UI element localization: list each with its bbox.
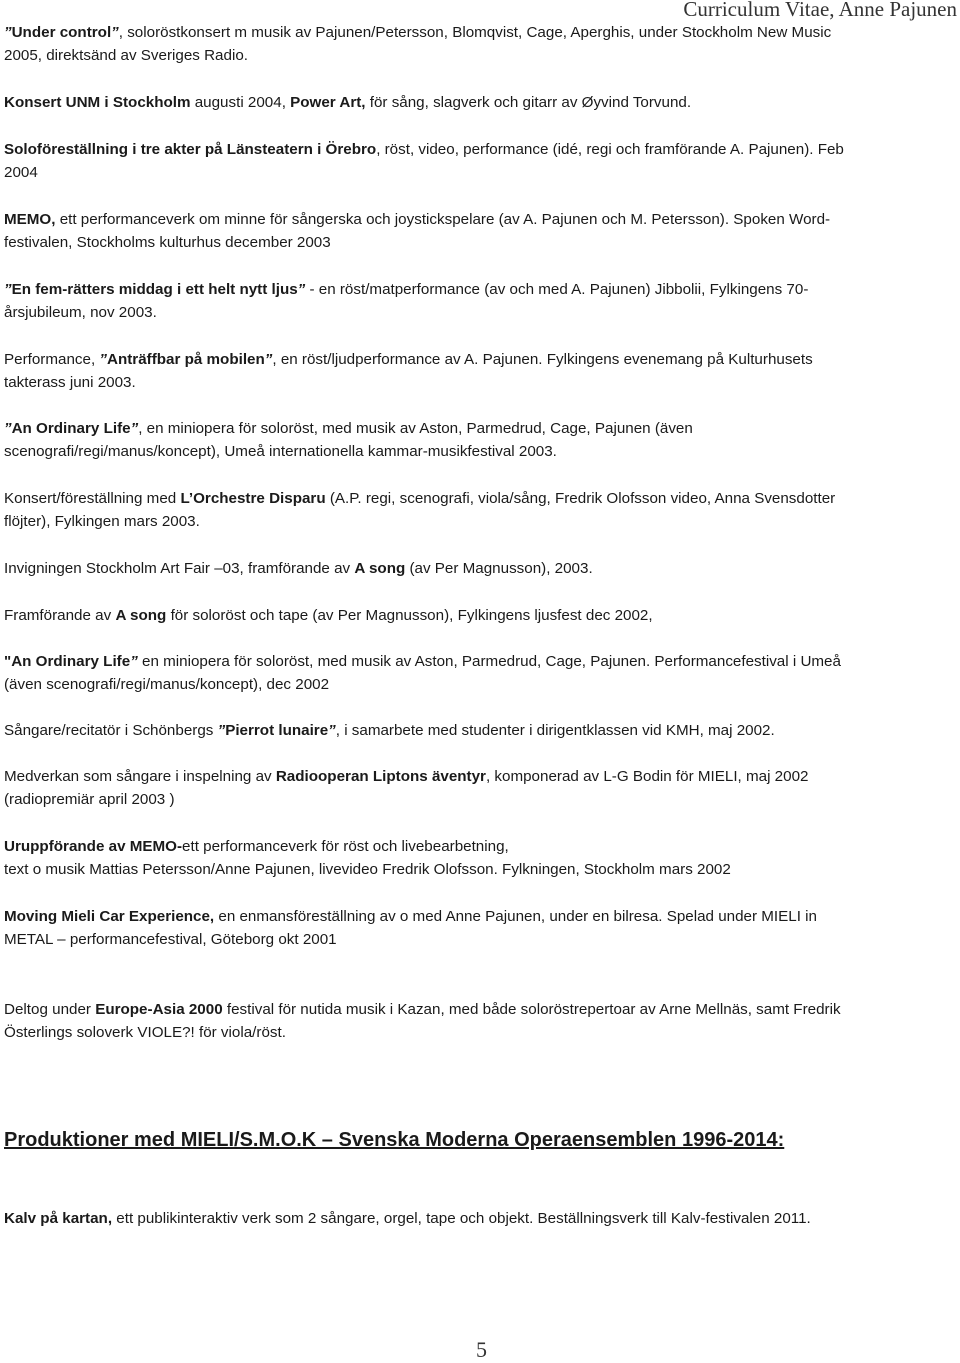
page-number: 5 — [476, 1337, 487, 1362]
entry-text: årsjubileum, nov 2003. — [4, 304, 157, 321]
work-title: "An Ordinary Life — [4, 653, 131, 670]
entry-text: en enmansföreställning av o med Anne Pajunen, under en bilresa. Spelad under MIELI in — [214, 908, 817, 925]
entry-line — [4, 858, 956, 881]
work-title: Radiooperan Liptons äventyr — [275, 768, 486, 785]
entry-line — [4, 301, 956, 324]
entry-text: en miniopera för soloröst, med musik av Aston, Parmedrud, Cage, Pajunen. Performancefestival i Umeå — [137, 653, 841, 670]
entry-line — [4, 208, 956, 231]
cv-entry — [4, 278, 956, 324]
entry-line — [4, 928, 956, 951]
work-title: Pierrot lunaire — [225, 722, 329, 739]
entry-text: (av Per Magnusson), 2003. — [405, 560, 593, 577]
entry-text: augusti 2004, — [190, 94, 291, 111]
entry-text: - en röst/matperformance (av och med A. Pajunen) Jibbolii, Fylkingens 70- — [305, 281, 809, 298]
cv-entry — [4, 604, 956, 627]
quote-mark: ” — [111, 24, 119, 41]
cv-entry — [4, 835, 956, 881]
quote-mark: ” — [328, 722, 336, 739]
entry-text: för sång, slagverk och gitarr av Øyvind Torvund. — [365, 94, 692, 111]
cv-entry — [4, 719, 956, 742]
quote-mark: ” — [130, 420, 139, 437]
entry-text: 2004 — [4, 164, 38, 181]
work-title: Europe-Asia 2000 — [95, 1001, 223, 1018]
entry-line — [4, 21, 956, 44]
work-title: En fem-rätters middag i ett helt nytt ljus — [11, 281, 298, 298]
entry-text: ett performanceverk för röst och livebearbetning, — [182, 838, 509, 855]
cv-entry — [4, 417, 956, 463]
entry-line — [4, 835, 956, 858]
entry-line — [4, 440, 956, 463]
work-title: Kalv på kartan, — [4, 1210, 113, 1227]
cv-entry — [4, 765, 956, 811]
entry-text: Invigningen Stockholm Art Fair –03, framförande av — [4, 560, 355, 577]
quote-mark: ” — [130, 653, 138, 670]
entry-text: flöjter), Fylkingen mars 2003. — [4, 513, 200, 530]
entry-line — [4, 1021, 956, 1044]
entry-line — [4, 161, 956, 184]
cv-entry — [4, 905, 956, 951]
work-title: Power Art, — [290, 94, 366, 111]
work-title: Moving Mieli Car Experience, — [4, 908, 215, 925]
entry-line — [4, 905, 956, 928]
cv-entry — [4, 1207, 956, 1230]
entry-text: , i samarbete med studenter i dirigentklassen vid KMH, maj 2002. — [335, 722, 775, 739]
entry-text: 2005, direktsänd av Sveriges Radio. — [4, 47, 248, 64]
work-title: MEMO, — [4, 211, 56, 228]
entry-text: festivalen, Stockholms kulturhus december 2003 — [4, 234, 331, 251]
work-title: Konsert UNM i Stockholm — [4, 94, 191, 111]
cv-entry — [4, 487, 956, 533]
quote-mark: ” — [4, 281, 12, 298]
entry-text: (även scenografi/regi/manus/koncept), dec 2002 — [4, 676, 330, 693]
work-title: Under control — [11, 24, 112, 41]
running-header: Curriculum Vitae, Anne Pajunen — [683, 0, 957, 21]
cv-entry — [4, 208, 956, 254]
entry-text: , komponerad av L-G Bodin för MIELI, maj 2002 — [485, 768, 809, 785]
entry-text: Österlings soloverk VIOLE?! för viola/röst. — [4, 1024, 286, 1041]
entry-text: för soloröst och tape (av Per Magnusson), Fylkingens ljusfest dec 2002, — [166, 607, 653, 624]
section-heading: Produktioner med MIELI/S.M.O.K – Svenska Moderna Operaensemblen 1996-2014: — [4, 1129, 785, 1151]
entry-line — [4, 417, 956, 440]
entry-text: (radiopremiär april 2003 ) — [4, 791, 175, 808]
entry-text: scenografi/regi/manus/koncept), Umeå internationella kammar-musikfestival 2003. — [4, 443, 557, 460]
work-title: Anträffbar på mobilen — [106, 351, 265, 368]
entry-text: Konsert/föreställning med — [4, 490, 181, 507]
work-title: An Ordinary Life — [11, 420, 131, 437]
quote-mark: ” — [217, 722, 226, 739]
entry-line — [4, 719, 956, 742]
entry-line — [4, 510, 956, 533]
work-title: Soloföreställning i tre akter på Länsteatern i Örebro — [4, 141, 377, 158]
entry-line — [4, 673, 956, 696]
work-title: Uruppförande av MEMO- — [4, 838, 183, 855]
entry-text: , röst, video, performance (idé, regi och framförande A. Pajunen). Feb — [376, 141, 844, 158]
quote-mark: ” — [4, 24, 12, 41]
cv-entry — [4, 650, 956, 696]
entry-line — [4, 44, 956, 67]
entry-text: Performance, — [4, 351, 100, 368]
entry-text: Framförande av — [4, 607, 116, 624]
entry-text: (A.P. regi, scenografi, viola/sång, Fredrik Olofsson video, Anna Svensdotter — [325, 490, 836, 507]
entry-line — [4, 557, 956, 580]
entry-line — [4, 348, 956, 371]
cv-entry — [4, 91, 956, 114]
entry-text: , en röst/ljudperformance av A. Pajunen. Fylkingens evenemang på Kulturhusets — [272, 351, 813, 368]
entry-text: ett performanceverk om minne för sångerska och joystickspelare (av A. Pajunen och M. Petersson). Spoken Word- — [55, 211, 831, 228]
entry-text: Sångare/recitatör i Schönbergs — [4, 722, 218, 739]
cv-entry — [4, 348, 956, 394]
work-title: L’Orchestre Disparu — [180, 490, 326, 507]
entry-text: , en miniopera för soloröst, med musik av Aston, Parmedrud, Cage, Pajunen (även — [138, 420, 693, 437]
quote-mark: ” — [99, 351, 107, 368]
work-title: A song — [354, 560, 406, 577]
entry-text: text o musik Mattias Petersson/Anne Pajunen, livevideo Fredrik Olofsson. Fylkningen, Stockholm mars 2002 — [4, 861, 731, 878]
work-title: A song — [115, 607, 167, 624]
cv-entry — [4, 138, 956, 184]
entry-line — [4, 91, 956, 114]
entry-line — [4, 604, 956, 627]
entry-text: , soloröstkonsert m musik av Pajunen/Petersson, Blomqvist, Cage, Aperghis, under Stockholm New Music — [118, 24, 832, 41]
entry-text: ett publikinteraktiv verk som 2 sångare, orgel, tape och objekt. Beställningsverk till Kalv-festivalen 2011. — [112, 1210, 811, 1227]
quote-mark: ” — [264, 351, 273, 368]
entry-text: festival för nutida musik i Kazan, med både soloröstrepertoar av Arne Mellnäs, samt Fredrik — [222, 1001, 841, 1018]
cv-entry — [4, 557, 956, 580]
entry-line — [4, 650, 956, 673]
entry-line — [4, 788, 956, 811]
entry-text: Deltog under — [4, 1001, 96, 1018]
entry-line — [4, 998, 956, 1021]
entry-line — [4, 1207, 956, 1230]
entry-line — [4, 765, 956, 788]
entry-line — [4, 487, 956, 510]
entry-line — [4, 278, 956, 301]
entry-line — [4, 138, 956, 161]
entry-text: takterass juni 2003. — [4, 374, 136, 391]
entry-line — [4, 371, 956, 394]
quote-mark: ” — [4, 420, 12, 437]
quote-mark: ” — [297, 281, 306, 298]
cv-entry — [4, 21, 956, 67]
entry-text: METAL – performancefestival, Göteborg okt 2001 — [4, 931, 337, 948]
entry-line — [4, 231, 956, 254]
cv-entry — [4, 998, 956, 1044]
entry-text: Medverkan som sångare i inspelning av — [4, 768, 276, 785]
